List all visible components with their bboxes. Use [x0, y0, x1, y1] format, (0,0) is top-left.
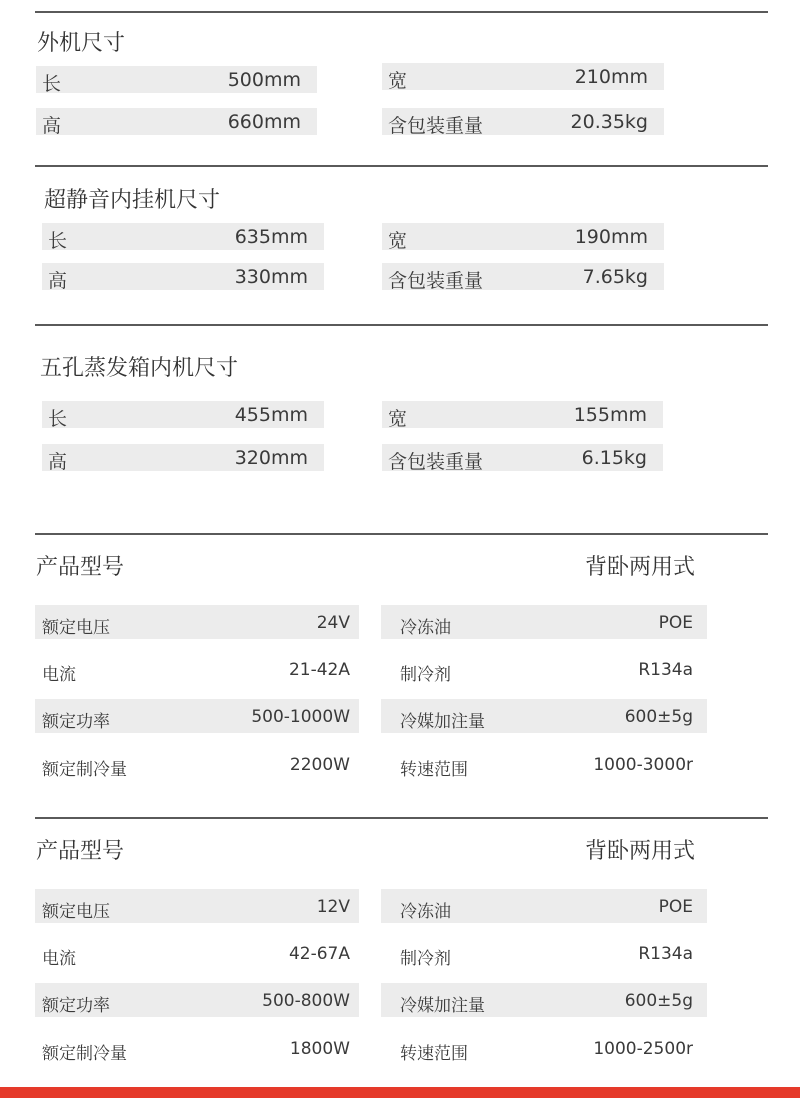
spec-label: 额定功率 [42, 996, 110, 1016]
spec-value: 1000-3000r [593, 755, 693, 775]
spec-row-power [35, 983, 359, 1017]
dim-value: 320mm [234, 447, 308, 469]
dim-value: 20.35kg [570, 111, 648, 133]
spec-row-refrigerant [381, 652, 707, 686]
spec-row-charge [381, 699, 707, 733]
model-value: 背卧两用式 [585, 555, 696, 580]
dim-value: 330mm [234, 266, 308, 288]
spec-value: 24V [316, 613, 350, 633]
spec-row-charge [381, 983, 707, 1017]
spec-row-current [35, 652, 359, 686]
spec-label: 电流 [42, 949, 76, 969]
spec-value: 1000-2500r [593, 1039, 693, 1059]
model-label: 产品型号 [36, 555, 125, 580]
dim-value: 500mm [227, 69, 301, 91]
dim-row-weight [382, 444, 663, 471]
dim-row-height [42, 263, 324, 290]
spec-row-refrigerant [381, 936, 707, 970]
spec-label: 制冷剂 [400, 665, 451, 685]
spec-row-speed [381, 747, 707, 781]
dim-value: 455mm [234, 404, 308, 426]
spec-label: 冷冻油 [400, 618, 451, 638]
spec-value: POE [658, 897, 693, 917]
spec-value: 42-67A [288, 944, 350, 964]
dim-label: 含包装重量 [388, 115, 484, 137]
dim-label: 长 [42, 73, 62, 95]
spec-value: 2200W [289, 755, 350, 775]
spec-row-voltage [35, 605, 359, 639]
spec-label: 额定制冷量 [42, 760, 127, 780]
dim-label: 含包装重量 [388, 270, 484, 292]
dim-value: 6.15kg [581, 447, 647, 469]
section-divider [35, 165, 768, 167]
dim-row-length [42, 401, 324, 428]
dim-label: 长 [48, 408, 68, 430]
dim-label: 高 [48, 451, 68, 473]
dim-label: 宽 [388, 230, 408, 252]
bottom-accent-bar [0, 1087, 800, 1098]
section-divider [35, 817, 768, 819]
spec-row-power [35, 699, 359, 733]
section-divider [35, 533, 768, 535]
spec-row-oil [381, 605, 707, 639]
dim-row-length [36, 66, 317, 93]
spec-label: 冷冻油 [400, 902, 451, 922]
spec-value: R134a [638, 944, 693, 964]
dim-label: 含包装重量 [388, 451, 484, 473]
model-label: 产品型号 [36, 839, 125, 864]
spec-value: 12V [316, 897, 350, 917]
spec-label: 冷媒加注量 [400, 996, 485, 1016]
dim-row-weight [382, 108, 664, 135]
spec-row-voltage [35, 889, 359, 923]
spec-value: 600±5g [624, 991, 693, 1011]
dim-label: 宽 [388, 408, 408, 430]
spec-label: 制冷剂 [400, 949, 451, 969]
spec-label: 冷媒加注量 [400, 712, 485, 732]
dim-row-height [42, 444, 324, 471]
dim-row-width [382, 401, 663, 428]
spec-label: 转速范围 [400, 1044, 468, 1064]
dim-row-weight [382, 263, 664, 290]
dim-value: 7.65kg [582, 266, 648, 288]
model-value: 背卧两用式 [585, 839, 696, 864]
spec-row-oil [381, 889, 707, 923]
spec-row-current [35, 936, 359, 970]
section-divider [35, 324, 768, 326]
spec-row-cooling [35, 747, 359, 781]
spec-label: 电流 [42, 665, 76, 685]
spec-value: 500-800W [262, 991, 350, 1011]
dim-label: 高 [42, 115, 62, 137]
spec-label: 额定功率 [42, 712, 110, 732]
dim-value: 155mm [573, 404, 647, 426]
spec-value: 500-1000W [251, 707, 350, 727]
dim-value: 210mm [574, 66, 648, 88]
dim-value: 635mm [234, 226, 308, 248]
spec-label: 额定制冷量 [42, 1044, 127, 1064]
spec-value: R134a [638, 660, 693, 680]
spec-value: 21-42A [288, 660, 350, 680]
dim-value: 190mm [574, 226, 648, 248]
section-title: 五孔蒸发箱内机尺寸 [40, 356, 239, 381]
section-title: 外机尺寸 [37, 31, 126, 56]
spec-label: 额定电压 [42, 618, 110, 638]
section-divider [35, 11, 768, 13]
dim-value: 660mm [227, 111, 301, 133]
spec-row-cooling [35, 1031, 359, 1065]
dim-row-height [36, 108, 317, 135]
spec-value: 600±5g [624, 707, 693, 727]
dim-label: 高 [48, 270, 68, 292]
spec-row-speed [381, 1031, 707, 1065]
spec-value: POE [658, 613, 693, 633]
dim-label: 宽 [388, 70, 408, 92]
dim-row-width [382, 223, 664, 250]
dim-row-width [382, 63, 664, 90]
spec-label: 额定电压 [42, 902, 110, 922]
section-title: 超静音内挂机尺寸 [44, 188, 221, 213]
spec-value: 1800W [289, 1039, 350, 1059]
spec-label: 转速范围 [400, 760, 468, 780]
dim-label: 长 [48, 230, 68, 252]
dim-row-length [42, 223, 324, 250]
